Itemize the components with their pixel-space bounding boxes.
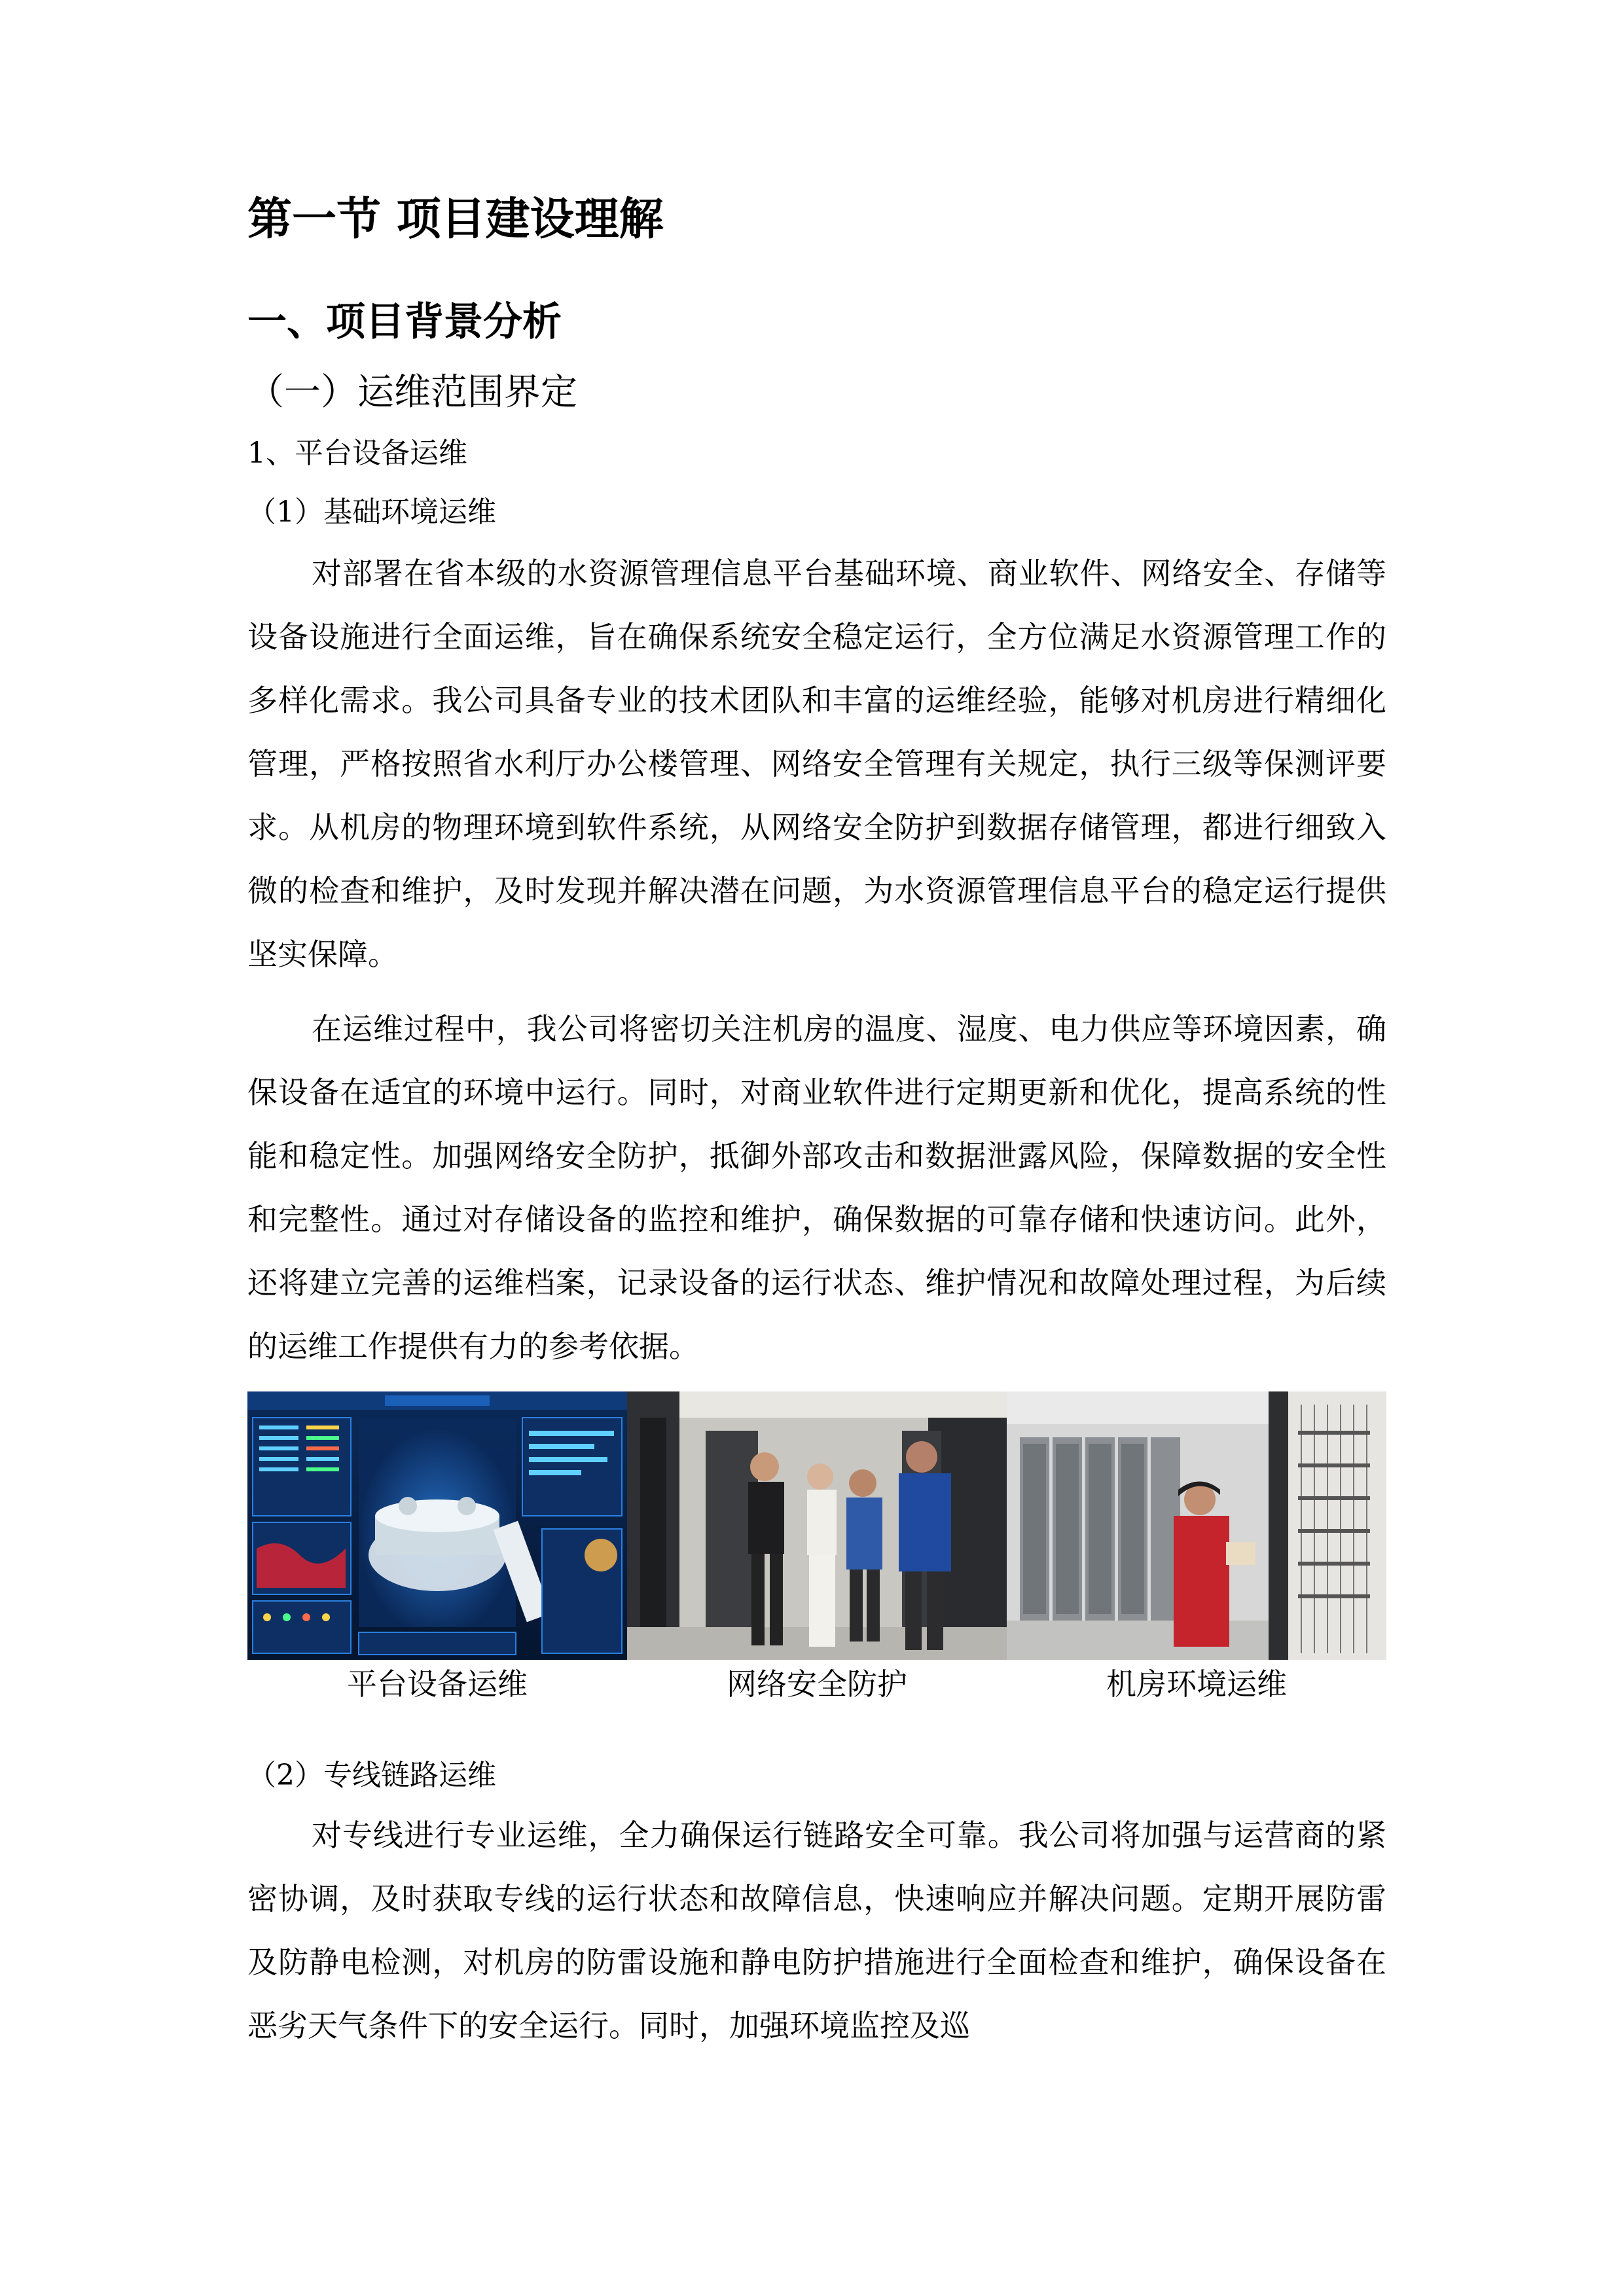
figure-caption: 平台设备运维 xyxy=(347,1666,528,1702)
heading-level-3: 1、平台设备运维 xyxy=(247,437,467,470)
figure-row xyxy=(247,1391,1386,1660)
heading-level-1: 一、项目背景分析 xyxy=(247,299,562,345)
paragraph-2: 在运维过程中，我公司将密切关注机房的温度、湿度、电力供应等环境因素，确保设备在适宜的环境中运行。同时，对商业软件进行定期更新和优化，提高系统的性能和稳定性。加强网络安全防护，抵御外部攻击和数据泄露风险，保障数据的安全性和完整性。通过对存储设备的监控和维护，确保数据的可靠存储和快速访问。此外，还将建立完善的运维档案，记录设备的运行状态、维护情况和故障处理过程，为后续的运维工作提供有力的参考依据。 xyxy=(247,1011,1386,1364)
heading-level-2: （一）运维范围界定 xyxy=(247,371,577,414)
paragraph-3: 对专线进行专业运维，全力确保运行链路安全可靠。我公司将加强与运营商的紧密协调，及时获取专线的运行状态和故障信息，快速响应并解决问题。定期开展防雷及防静电检测，对机房的防雷设施和静电防护措施进行全面检查和维护，确保设备在恶劣天气条件下的安全运行。同时，加强环境监控及巡 xyxy=(247,1818,1386,2043)
caption-row xyxy=(247,1662,1386,1706)
heading-level-4-dedicated-line: （2）专线链路运维 xyxy=(247,1759,496,1792)
monitoring-dashboard-photo xyxy=(247,1391,627,1660)
server-room-team-photo xyxy=(627,1391,1007,1660)
section-title: 第一节 项目建设理解 xyxy=(247,194,664,245)
technician-cabinet-photo xyxy=(1007,1391,1386,1660)
heading-level-4-basic-environment: （1）基础环境运维 xyxy=(247,495,496,529)
figure-caption: 网络安全防护 xyxy=(727,1666,907,1702)
paragraph-1: 对部署在省本级的水资源管理信息平台基础环境、商业软件、网络安全、存储等设备设施进行全面运维，旨在确保系统安全稳定运行，全方位满足水资源管理工作的多样化需求。我公司具备专业的技术团队和丰富的运维经验，能够对机房进行精细化管理，严格按照省水利厅办公楼管理、网络安全管理有关规定，执行三级等保测评要求。从机房的物理环境到软件系统，从网络安全防护到数据存储管理，都进行细致入微的检查和维护，及时发现并解决潜在问题，为水资源管理信息平台的稳定运行提供坚实保障。 xyxy=(247,556,1386,972)
figure-caption: 机房环境运维 xyxy=(1106,1666,1287,1702)
